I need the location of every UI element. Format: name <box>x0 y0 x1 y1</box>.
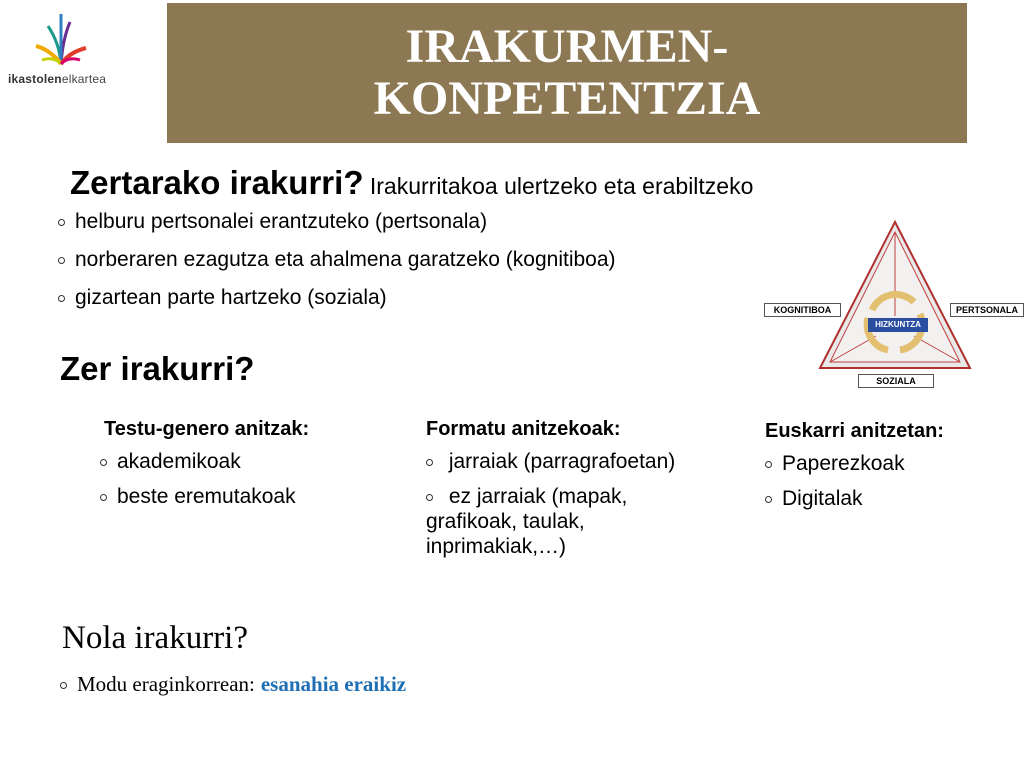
why-read-list <box>58 210 616 324</box>
media-heading: Euskarri anitzetan: <box>765 420 944 442</box>
bullet-icon <box>58 257 65 264</box>
formats-column <box>426 418 696 569</box>
section-what-read-title: Zer irakurri? <box>60 350 255 387</box>
list-item: norberaren ezagutza eta ahalmena garatzeko (kognitiboa) <box>58 248 616 272</box>
bullet-icon <box>426 494 433 501</box>
bullet-icon <box>100 494 107 501</box>
why-read-question: Zertarako irakurri <box>70 164 344 201</box>
list-item: akademikoak <box>100 449 384 474</box>
bullet-icon <box>765 461 772 468</box>
how-read-highlight: esanahia eraikiz <box>260 672 407 696</box>
list-item: beste eremutakoak <box>100 484 384 509</box>
bullet-icon <box>100 459 107 466</box>
title-line-1: IRAKURMEN- <box>405 20 729 73</box>
how-read-item <box>60 672 406 697</box>
media-column <box>765 420 965 521</box>
list-item: gizartean parte hartzeko (soziala) <box>58 286 616 310</box>
bullet-icon <box>60 682 67 689</box>
text-genres-column <box>104 418 384 519</box>
list-item: jarraiak (parragrafoetan) <box>426 449 696 474</box>
diagram-label-pertsonala: PERTSONALA <box>950 303 1024 317</box>
title-banner <box>167 3 967 143</box>
bullet-icon <box>765 496 772 503</box>
competence-triangle-diagram <box>764 218 1024 390</box>
diagram-label-soziala: SOZIALA <box>858 374 934 388</box>
bullet-icon <box>58 219 65 226</box>
logo-text: ikastolenelkartea <box>8 72 107 86</box>
bullet-icon <box>426 459 433 466</box>
section-how-read-title: Nola irakurri? <box>62 620 248 656</box>
title-line-2: KONPETENTZIA <box>373 72 761 125</box>
list-item: Digitalak <box>765 486 965 511</box>
list-item: ez jarraiak (mapak, grafikoak, taulak, inprimakiak,…) <box>426 485 628 558</box>
why-read-question-mark: ? <box>343 164 364 201</box>
formats-heading: Formatu anitzekoak: <box>426 418 621 440</box>
ikastolen-elkartea-logo <box>4 10 116 90</box>
section-why-read <box>70 164 753 202</box>
flower-logo-icon <box>34 10 88 66</box>
text-genres-heading: Testu-genero anitzak: <box>104 418 310 440</box>
diagram-label-kognitiboa: KOGNITIBOA <box>764 303 841 317</box>
list-item: Paperezkoak <box>765 451 965 476</box>
bullet-icon <box>58 295 65 302</box>
diagram-label-hizkuntza: HIZKUNTZA <box>868 318 928 332</box>
page-title <box>374 21 761 125</box>
how-read-prefix: Modu eraginkorrean: <box>77 672 255 696</box>
why-read-answer: Irakurritakoa ulertzeko eta erabiltzeko <box>363 173 754 199</box>
list-item: helburu pertsonalei erantzuteko (pertsonala) <box>58 210 616 234</box>
